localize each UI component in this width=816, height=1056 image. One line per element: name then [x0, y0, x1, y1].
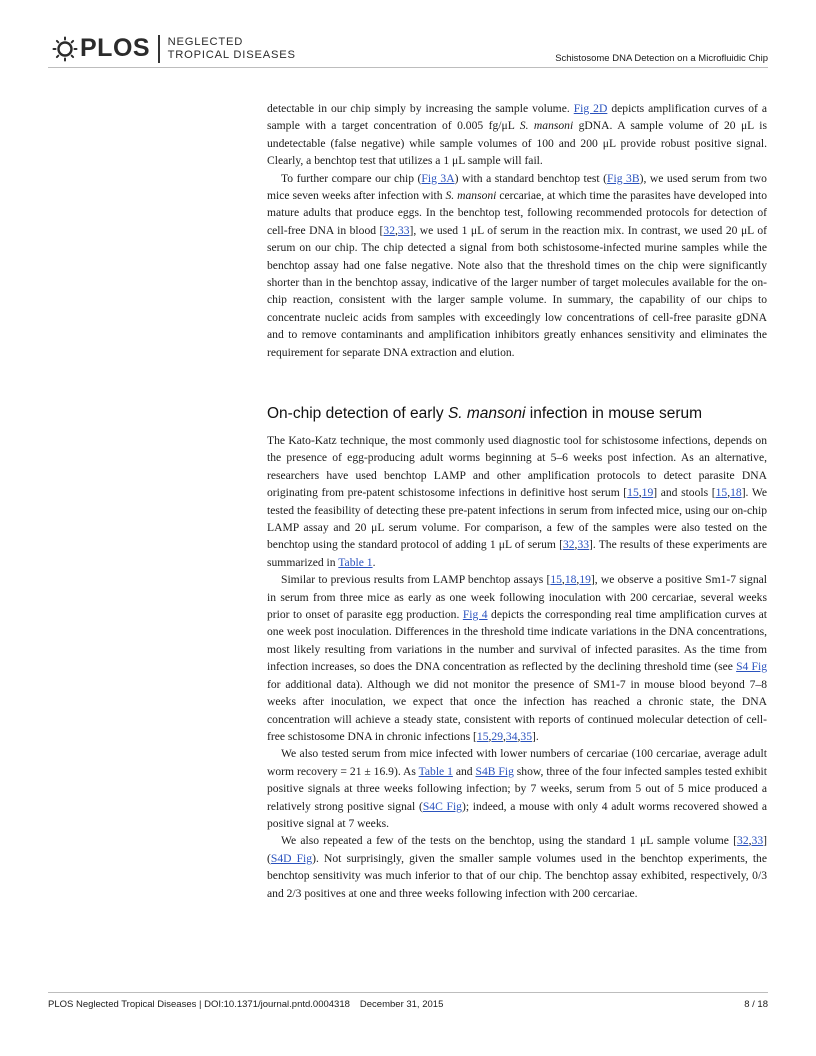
- plos-logo-icon: [52, 36, 78, 62]
- text-run: ,: [395, 223, 398, 237]
- reference-link[interactable]: S4D Fig: [270, 851, 313, 865]
- text-run: ]. We tested the feasibility of detecting these pre-patent infections in serum from infected mice, using our on-chip LAMP assay and 20 μL serum volume. For comparison, a few of the samples were also tested on the benchtop using the standard protocol of adding 1 μL of serum [: [267, 486, 767, 552]
- text-run: ), we used serum from two mice seven weeks after infection with: [267, 171, 767, 203]
- journal-name: [168, 36, 296, 61]
- reference-link[interactable]: Fig 3B: [607, 171, 640, 185]
- reference-link[interactable]: 33: [577, 538, 590, 552]
- journal-logo[interactable]: [52, 34, 296, 63]
- footer-divider: [48, 992, 768, 993]
- reference-link[interactable]: Fig 4: [462, 608, 488, 622]
- text-run: show, three of the four infected samples tested exhibit positive signals at three weeks following infection; by 7 weeks, serum from 5 out of 5 mice produced a relatively strong positive signal (: [267, 764, 768, 813]
- text-run: cercariae, at which time the parasites have developed into mature adults that produce eggs. In the benchtop test, following recommended protocols for detection of cell-free DNA in blood [: [267, 189, 767, 237]
- text-run: ,: [574, 538, 578, 552]
- reference-link[interactable]: 15: [550, 573, 562, 587]
- italic-text: S. mansoni: [519, 119, 574, 133]
- text-run: ,: [727, 486, 731, 500]
- text-run: ], we used 1 μL of serum in the reaction mix. In contrast, we used 20 μL of serum on our chip. The chip detected a signal from both schistosome-infected murine samples while the benchtop assay had one false negative. Note also that the threshold times on the chip were significantly shorter than in the benchtop assay, indicative of the larger number of target molecules available for the on-chip reaction, consistent with the larger sample volume. In summary, the capability of our chips to concentrate nucleic acids from samples with exceedingly low concentrations of cell-free parasite gDNA and to remove contaminants and amplification inhibitors greatly enhances sensitivity and eliminates the requirement for separate DNA extraction and elution.: [267, 223, 767, 359]
- article-body: [267, 100, 768, 900]
- reference-link[interactable]: S4 Fig: [736, 660, 767, 674]
- reference-link[interactable]: 32: [562, 538, 575, 552]
- italic-text: S. mansoni: [445, 189, 497, 203]
- text-run: and: [452, 764, 476, 778]
- paragraph: [267, 100, 767, 170]
- text-run: ].: [532, 729, 539, 743]
- paragraph: [267, 832, 767, 902]
- heading-text-end: infection in mouse serum: [525, 405, 703, 422]
- reference-link[interactable]: S4B Fig: [475, 764, 514, 778]
- reference-link[interactable]: 15: [627, 486, 639, 500]
- journal-name-line2: TROPICAL DISEASES: [167, 48, 296, 61]
- text-run: ,: [503, 729, 506, 743]
- page-number: 8 / 18: [744, 999, 768, 1010]
- text-run: ,: [517, 729, 521, 743]
- reference-link[interactable]: 33: [397, 223, 410, 237]
- paragraph: [267, 432, 767, 571]
- text-run: depicts amplification curves of a sample with a target concentration of 0.005 fg/μL: [267, 102, 767, 133]
- footer-citation: [48, 999, 443, 1010]
- reference-link[interactable]: 18: [564, 573, 577, 587]
- text-run: ]. The results of these experiments are summarized in: [267, 538, 767, 569]
- header-divider: [48, 67, 768, 68]
- journal-name-line1: NEGLECTED: [167, 36, 244, 48]
- reference-link[interactable]: 15: [476, 729, 489, 743]
- text-run: ,: [748, 834, 752, 848]
- reference-link[interactable]: 19: [641, 486, 654, 500]
- reference-link[interactable]: Table 1: [338, 555, 373, 569]
- reference-link[interactable]: 32: [383, 223, 396, 237]
- reference-link[interactable]: Fig 2D: [573, 102, 608, 115]
- text-run: ,: [638, 486, 642, 500]
- reference-link[interactable]: 35: [520, 729, 533, 743]
- reference-link[interactable]: 15: [715, 486, 728, 500]
- text-run: ). Not surprisingly, given the smaller sample volumes used in the benchtop experiments, the benchtop sensitivity was much inferior to that of our chip. The benchtop assay exhibited, respectively, 0/3 and 2/3 positives at one and three weeks following infection with 200 cercariae.: [267, 851, 768, 900]
- text-run: We also tested serum from mice infected with lower numbers of cercariae (100 cercariae, average adult worm recovery = 21 ± 16.9). As: [267, 747, 767, 778]
- text-run: depicts the corresponding real time amplification curves at one week post inoculation. Differences in the threshold time indicate variations in the DNA concentrations, most likely resulting from variations in the number and survival of infected parasites. As the time from infection increases, so does the DNA concentration as reflected by the declining threshold time (see: [267, 608, 767, 674]
- text-run: ] (: [267, 834, 767, 865]
- reference-link[interactable]: 32: [737, 834, 749, 848]
- running-title: Schistosome DNA Detection on a Microfluidic Chip: [555, 53, 768, 64]
- text-run: Similar to previous results from LAMP benchtop assays [: [281, 573, 551, 587]
- reference-link[interactable]: 19: [579, 573, 591, 587]
- paragraph: [267, 745, 767, 832]
- logo-divider: [158, 35, 160, 63]
- publication-date: December 31, 2015: [359, 999, 444, 1010]
- text-run: ,: [488, 729, 492, 743]
- text-run: .: [372, 555, 376, 569]
- text-run: ,: [576, 573, 580, 587]
- text-run: The Kato-Katz technique, the most commonly used diagnostic tool for schistosome infections, depends on the presence of egg-producing adult worms beginning at 5–6 weeks post infection. As an alternative, researchers have used benchtop LAMP and other amplification protocols to detect parasite DNA originating from pre-patent schistosome infections in definitive host serum [: [267, 434, 767, 500]
- text-run: ], we observe a positive Sm1-7 signal in serum from three mice as early as one week following inoculation with 200 cercariae, several weeks prior to onset of parasite egg production.: [267, 573, 767, 622]
- heading-text-start: On-chip detection of early: [267, 405, 448, 422]
- paragraph: [267, 170, 767, 361]
- text-run: detectable in our chip simply by increasing the sample volume.: [267, 102, 574, 115]
- text-run: To further compare our chip (: [281, 171, 422, 185]
- reference-link[interactable]: Fig 3A: [421, 171, 455, 185]
- logo-wordmark: PLOS: [80, 34, 151, 62]
- text-run: for additional data). Although we did not monitor the presence of SM1-7 in mouse blood beyond 7–8 weeks after inoculation, we expect that once the infection has reached a chronic state, the DNA concentration will achieve a steady state, consistent with reports of continued molecular detection of cell-free schistosome DNA in chronic infections [: [267, 677, 767, 743]
- text-run: gDNA. A sample volume of 20 μL is undetectable (false negative) while sample volumes of 100 and 200 μL provide robust positive signal. Clearly, a benchtop test that utilizes a 1 μL sample will fail.: [267, 119, 767, 168]
- reference-link[interactable]: Table 1: [418, 764, 453, 778]
- text-run: ] and stools [: [653, 486, 716, 500]
- reference-link[interactable]: 29: [491, 729, 504, 743]
- text-run: ) with a standard benchtop test (: [454, 171, 608, 185]
- reference-link[interactable]: 34: [505, 729, 518, 743]
- reference-link[interactable]: 33: [751, 834, 764, 848]
- page-header: [0, 0, 816, 80]
- text-run: ,: [561, 573, 565, 587]
- citation-text: PLOS Neglected Tropical Diseases | DOI:10.1371/journal.pntd.0004318: [48, 999, 350, 1010]
- heading-text-italic: S. mansoni: [447, 405, 526, 422]
- reference-link[interactable]: S4C Fig: [422, 799, 462, 813]
- paragraph: [267, 571, 767, 745]
- section-body: [267, 432, 767, 902]
- text-run: We also repeated a few of the tests on the benchtop, using the standard 1 μL sample volume [: [281, 834, 738, 848]
- text-run: ); indeed, a mouse with only 4 adult worms recovered showed a positive signal at 7 weeks.: [267, 799, 767, 830]
- section-heading: [267, 405, 702, 423]
- reference-link[interactable]: 18: [730, 486, 742, 500]
